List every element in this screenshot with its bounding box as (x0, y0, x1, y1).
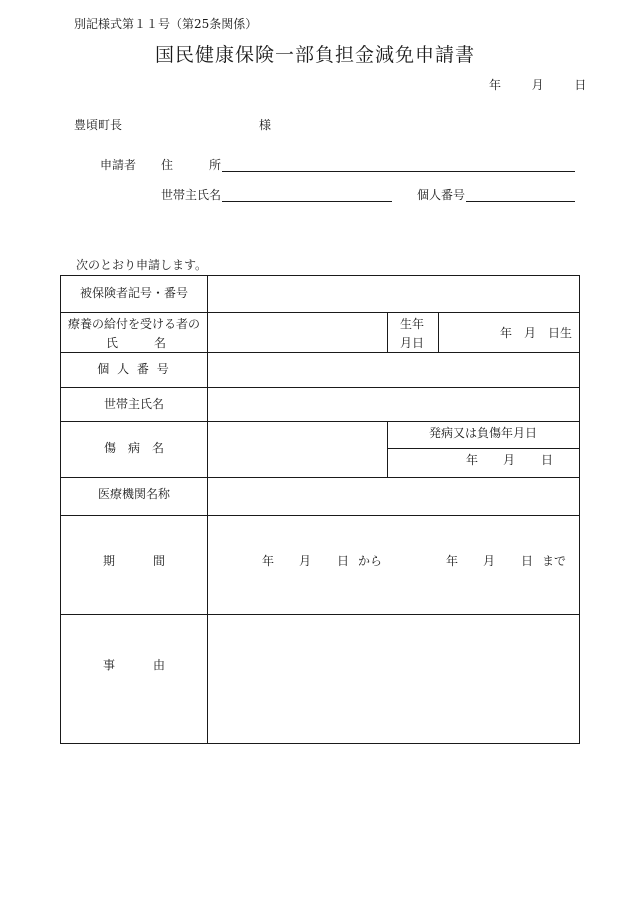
period-label-char-1: 期 (103, 554, 116, 568)
date-year-label: 年 (489, 78, 502, 92)
household-head-field[interactable] (222, 201, 392, 202)
applicant-label: 申請者 (100, 158, 137, 172)
row-divider (387, 448, 579, 449)
onset-year-label: 年 (466, 453, 479, 467)
reason-label-char-2: 由 (153, 658, 166, 672)
household-head-input[interactable] (208, 388, 579, 421)
household-head-label: 世帯主氏名 (161, 188, 222, 202)
period-to-day: 日 (521, 554, 534, 568)
reason-label-char-1: 事 (103, 658, 116, 672)
period-from-label: から (358, 554, 383, 568)
insured-symbol-label: 被保険者記号・番号 (79, 286, 189, 300)
addressee-honorific: 様 (259, 118, 272, 132)
birth-label-line1: 生年 (399, 317, 425, 331)
form-number: 別記様式第１１号（第25条関係） (74, 17, 258, 31)
my-number-label: 個人番号 (417, 188, 466, 202)
period-from-month: 月 (299, 554, 312, 568)
period-to-year: 年 (446, 554, 459, 568)
disease-label: 傷 病 名 (103, 441, 165, 455)
period-label-char-2: 間 (153, 554, 166, 568)
intro-text: 次のとおり申請します。 (76, 258, 208, 272)
recipient-name-input[interactable] (208, 313, 387, 352)
address-field[interactable] (222, 171, 575, 172)
period-to-label: まで (542, 554, 567, 568)
birth-label-line2: 月日 (399, 336, 425, 350)
my-number-input[interactable] (208, 353, 579, 387)
submission-date (489, 79, 586, 91)
document-title: 国民健康保険一部負担金減免申請書 (154, 44, 475, 66)
institution-input[interactable] (208, 478, 579, 515)
addressee-name: 豊頃町長 (74, 118, 123, 132)
onset-month-label: 月 (503, 453, 516, 467)
insured-symbol-input[interactable] (208, 276, 579, 312)
household-head-row-label: 世帯主氏名 (103, 397, 165, 411)
period-to-month: 月 (483, 554, 496, 568)
column-divider (387, 421, 388, 477)
application-table (60, 275, 580, 744)
row-divider (61, 515, 579, 516)
date-month-label: 月 (531, 78, 544, 92)
date-day-label: 日 (574, 78, 587, 92)
onset-date-label: 発病又は負傷年月日 (428, 426, 538, 440)
birth-date-value[interactable]: 年 月 日生 (500, 326, 573, 340)
recipient-label-char-2: 名 (154, 336, 167, 350)
period-from-day: 日 (337, 554, 350, 568)
disease-input[interactable] (208, 422, 387, 477)
address-label-char-1: 住 (161, 158, 174, 172)
address-label-char-2: 所 (209, 158, 222, 172)
address-label (161, 159, 221, 171)
column-divider (438, 312, 439, 352)
period-from-year: 年 (262, 554, 275, 568)
my-number-field[interactable] (466, 201, 575, 202)
column-divider (387, 312, 388, 352)
onset-day-label: 日 (541, 453, 554, 467)
institution-label: 医療機関名称 (97, 487, 171, 501)
my-number-row-label: 個 人 番 号 (97, 362, 171, 376)
recipient-label-char-1: 氏 (106, 336, 119, 350)
reason-input[interactable] (208, 615, 579, 743)
recipient-label-line1: 療養の給付を受ける者の (67, 317, 201, 331)
